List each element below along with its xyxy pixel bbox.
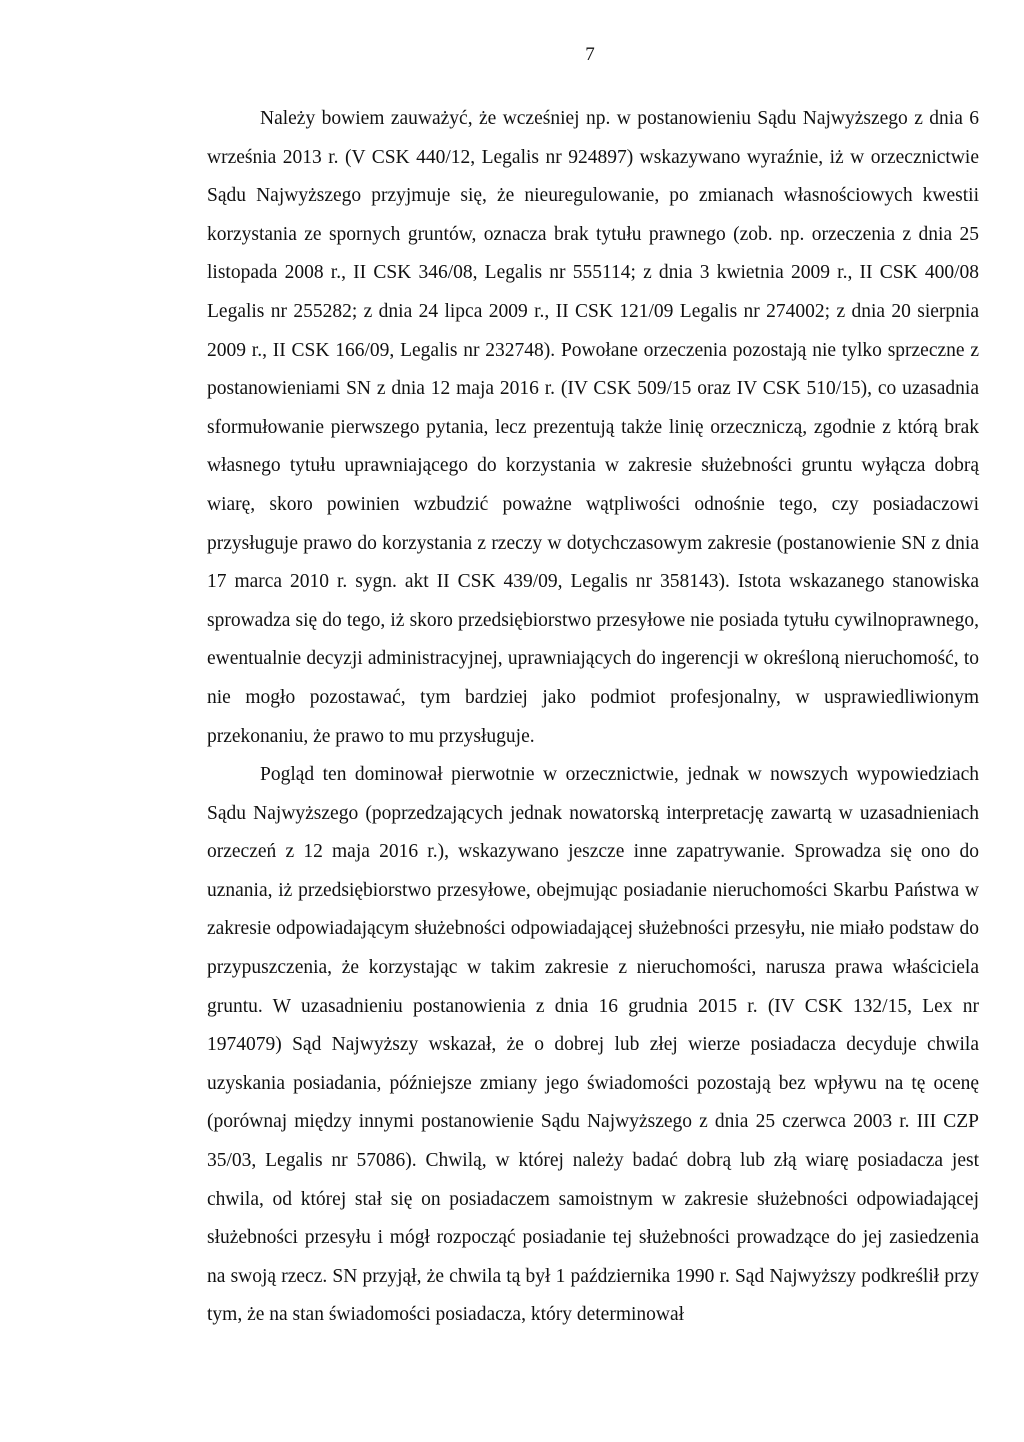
document-body xyxy=(207,100,979,1335)
paragraph-1: Należy bowiem zauważyć, że wcześniej np. w postanowieniu Sądu Najwyższego z dnia 6 września 2013 r. (V CSK 440/12, Legalis nr 924897) wskazywano wyraźnie, iż w orzecznictwie Sądu Najwyższego przyjmuje się, że nieuregulowanie, po zmianach własnościowych kwestii korzystania ze spornych gruntów, oznacza brak tytułu prawnego (zob. np. orzeczenia z dnia 25 listopada 2008 r., II CSK 346/08, Legalis nr 555114; z dnia 3 kwietnia 2009 r., II CSK 400/08 Legalis nr 255282; z dnia 24 lipca 2009 r., II CSK 121/09 Legalis nr 274002; z dnia 20 sierpnia 2009 r., II CSK 166/09, Legalis nr 232748). Powołane orzeczenia pozostają nie tylko sprzeczne z postanowieniami SN z dnia 12 maja 2016 r. (IV CSK 509/15 oraz IV CSK 510/15), co uzasadnia sformułowanie pierwszego pytania, lecz prezentują także linię orzeczniczą, zgodnie z którą brak własnego tytułu uprawniającego do korzystania w zakresie służebności gruntu wyłącza dobrą wiarę, skoro powinien wzbudzić poważne wątpliwości odnośnie tego, czy posiadaczowi przysługuje prawo do korzystania z rzeczy w dotychczasowym zakresie (postanowienie SN z dnia 17 marca 2010 r. sygn. akt II CSK 439/09, Legalis nr 358143). Istota wskazanego stanowiska sprowadza się do tego, iż skoro przedsiębiorstwo przesyłowe nie posiada tytułu cywilnoprawnego, ewentualnie decyzji administracyjnej, uprawniających do ingerencji w określoną nieruchomość, to nie mogło pozostawać, tym bardziej jako podmiot profesjonalny, w usprawiedliwionym przekonaniu, że prawo to mu przysługuje. xyxy=(207,108,979,747)
paragraph-2: Pogląd ten dominował pierwotnie w orzecznictwie, jednak w nowszych wypowiedziach Sądu Najwyższego (poprzedzających jednak nowatorską interpretację zawartą w uzasadnieniach orzeczeń z 12 maja 2016 r.), wskazywano jeszcze inne zapatrywanie. Sprowadza się ono do uznania, iż przedsiębiorstwo przesyłowe, obejmując posiadanie nieruchomości Skarbu Państwa w zakresie odpowiadającym służebności odpowiadającej służebności przesyłu, nie miało podstaw do przypuszczenia, że korzystając w takim zakresie z nieruchomości, narusza prawa właściciela gruntu. W uzasadnieniu postanowienia z dnia 16 grudnia 2015 r. (IV CSK 132/15, Lex nr 1974079) Sąd Najwyższy wskazał, że o dobrej lub złej wierze posiadacza decyduje chwila uzyskania posiadania, późniejsze zmiany jego świadomości pozostają bez wpływu na tę ocenę (porównaj między innymi postanowienie Sądu Najwyższego z dnia 25 czerwca 2003 r. III CZP 35/03, Legalis nr 57086). Chwilą, w której należy badać dobrą lub złą wiarę posiadacza jest chwila, od której stał się on posiadaczem samoistnym w zakresie służebności odpowiadającej służebności przesyłu i mógł rozpocząć posiadanie tej służebności prowadzące do jej zasiedzenia na swoją rzecz. SN przyjął, że chwila tą był 1 października 1990 r. Sąd Najwyższy podkreślił przy tym, że na stan świadomości posiadacza, który determinował xyxy=(207,764,979,1326)
page-number: 7 xyxy=(585,44,595,65)
